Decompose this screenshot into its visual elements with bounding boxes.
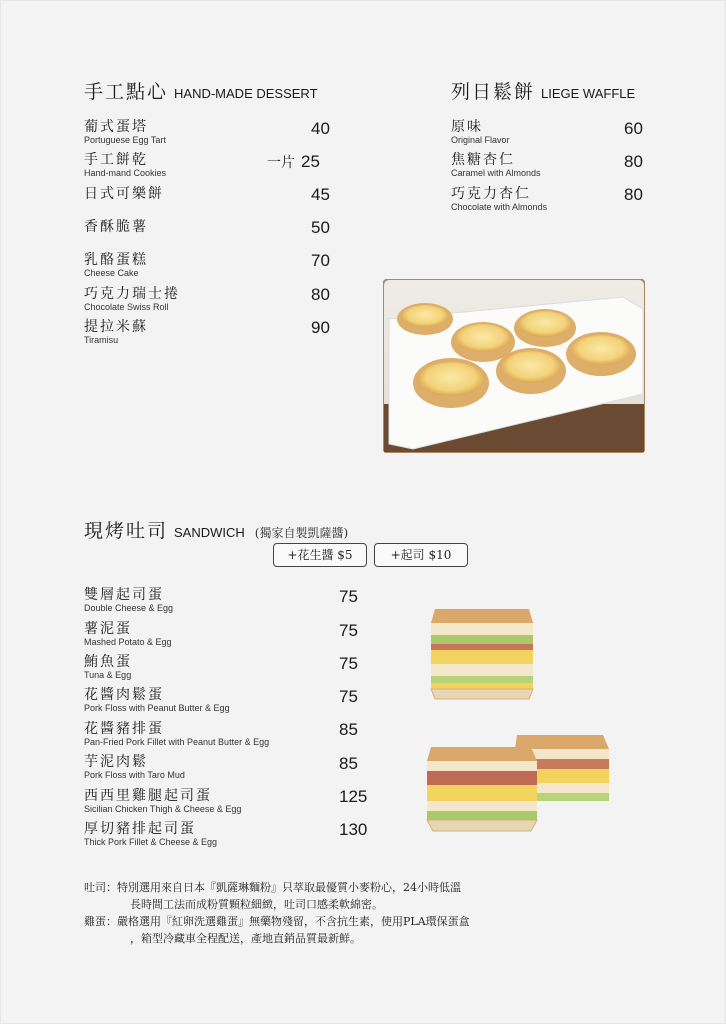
item-name-zh: 日式可樂餅 — [84, 186, 164, 202]
sandwich-note: (獨家自製凱薩醬) — [254, 526, 349, 540]
item-name-zh: 鮪魚蛋 — [84, 654, 132, 670]
item-name-zh: 焦糖杏仁 — [451, 152, 515, 168]
waffle-item — [451, 119, 510, 146]
sandwich-photo-pair — [423, 731, 611, 833]
waffle-item — [451, 152, 541, 179]
item-price: 75 — [339, 587, 358, 606]
item-price: 75 — [339, 687, 358, 706]
sandwich-item — [84, 621, 172, 648]
item-name-zh: 提拉米蘇 — [84, 319, 148, 335]
item-name-zh: 雙層起司蛋 — [84, 587, 164, 603]
item-name-zh: 巧克力瑞士捲 — [84, 286, 180, 302]
item-name-zh: 芋泥肉鬆 — [84, 754, 148, 770]
item-name-en: Hand-mand Cookies — [84, 168, 167, 178]
item-name-zh: 手工餅乾 — [84, 152, 148, 168]
dessert-item — [84, 286, 180, 313]
item-name-zh: 厚切豬排起司蛋 — [84, 821, 196, 837]
item-price: 80 — [624, 185, 643, 204]
sandwich-item — [84, 721, 269, 748]
ingredient-notes — [84, 879, 470, 947]
item-name-zh: 薯泥蛋 — [84, 621, 132, 637]
item-price: 90 — [311, 318, 330, 337]
item-price: 60 — [624, 119, 643, 138]
item-name-en: Double Cheese & Egg — [84, 603, 174, 613]
item-name-zh: 西西里雞腿起司蛋 — [84, 788, 212, 804]
item-price: 75 — [339, 654, 358, 673]
sandwich-title-en: SANDWICH — [174, 525, 245, 540]
price-unit: 一片 — [267, 155, 295, 171]
sandwich-item — [84, 654, 132, 681]
item-price: 25 — [301, 152, 320, 171]
item-name-en: Pork Floss with Peanut Butter & Egg — [84, 703, 230, 713]
item-price: 80 — [311, 285, 330, 304]
sandwich-item — [84, 687, 230, 714]
dessert-title-zh: 手工點心 — [84, 81, 169, 103]
item-name-zh: 巧克力杏仁 — [451, 186, 531, 202]
item-name-en: Portuguese Egg Tart — [84, 135, 166, 145]
dessert-title-en: HAND-MADE DESSERT — [174, 86, 318, 101]
dessert-item — [84, 152, 166, 179]
item-name-zh: 花醬豬排蛋 — [84, 721, 164, 737]
item-name-zh: 香酥脆薯 — [84, 219, 148, 235]
sandwich-title-zh: 現烤吐司 — [84, 520, 169, 542]
item-price: 45 — [311, 185, 330, 204]
item-name-en: Tiramisu — [84, 335, 119, 345]
item-name-en: Thick Pork Fillet & Cheese & Egg — [84, 837, 218, 847]
sandwich-item — [84, 587, 173, 614]
item-price: 75 — [339, 621, 358, 640]
egg-tart-photo — [383, 279, 645, 453]
item-price: 130 — [339, 820, 368, 839]
item-price: 125 — [339, 787, 368, 806]
item-price: 70 — [311, 251, 330, 270]
dessert-section-title — [84, 77, 318, 104]
dessert-item — [84, 219, 148, 235]
sandwich-item — [84, 788, 241, 815]
dessert-item — [84, 319, 148, 346]
sandwich-photo-single — [429, 605, 535, 701]
item-name-en: Chocolate with Almonds — [451, 202, 548, 212]
item-name-en: Tuna & Egg — [84, 670, 132, 680]
note-toast-line1: 吐司：特別選用來自日本『凱薩琳麵粉』只萃取最優質小麥粉心，24小時低溫 — [84, 881, 461, 894]
item-name-zh: 原味 — [451, 119, 483, 135]
note-egg-line2: ，箱型冷藏車全程配送，產地直銷品質最新鮮。 — [130, 932, 361, 945]
waffle-title-zh: 列日鬆餅 — [451, 81, 536, 103]
waffle-section-title — [451, 77, 635, 104]
item-price: 50 — [311, 218, 330, 237]
item-price: 40 — [311, 119, 330, 138]
addon-peanut-butter: +花生醬 $5 — [273, 543, 367, 567]
item-name-en: Cheese Cake — [84, 268, 139, 278]
item-name-en: Pan-Fried Pork Fillet with Peanut Butter & Egg — [84, 737, 270, 747]
dessert-item — [84, 252, 148, 279]
item-name-en: Pork Floss with Taro Mud — [84, 770, 185, 780]
item-name-en: Original Flavor — [451, 135, 510, 145]
item-name-en: Sicilian Chicken Thigh & Cheese & Egg — [84, 804, 242, 814]
addon-cheese: +起司 $10 — [374, 543, 468, 567]
dessert-item — [84, 119, 166, 146]
item-name-zh: 花醬肉鬆蛋 — [84, 687, 164, 703]
item-name-en: Mashed Potato & Egg — [84, 637, 172, 647]
note-egg-line1: 雞蛋：嚴格選用『紅卵洗選雞蛋』無藥物殘留，不含抗生素，使用PLA環保蛋盒 — [84, 915, 470, 928]
item-price: 85 — [339, 720, 358, 739]
dessert-item — [84, 186, 164, 202]
item-name-en: Caramel with Almonds — [451, 168, 541, 178]
note-toast-line2: 長時間工法而成粉質顆粒細緻，吐司口感柔軟綿密。 — [130, 898, 383, 911]
waffle-title-en: LIEGE WAFFLE — [541, 86, 636, 101]
sandwich-section-title — [84, 516, 348, 543]
item-name-zh: 葡式蛋塔 — [84, 119, 148, 135]
item-name-en: Chocolate Swiss Roll — [84, 302, 169, 312]
item-price-with-unit — [267, 153, 320, 172]
item-name-zh: 乳酪蛋糕 — [84, 252, 148, 268]
waffle-item — [451, 186, 547, 213]
sandwich-item — [84, 821, 217, 848]
sandwich-item — [84, 754, 185, 781]
item-price: 80 — [624, 152, 643, 171]
item-price: 85 — [339, 754, 358, 773]
